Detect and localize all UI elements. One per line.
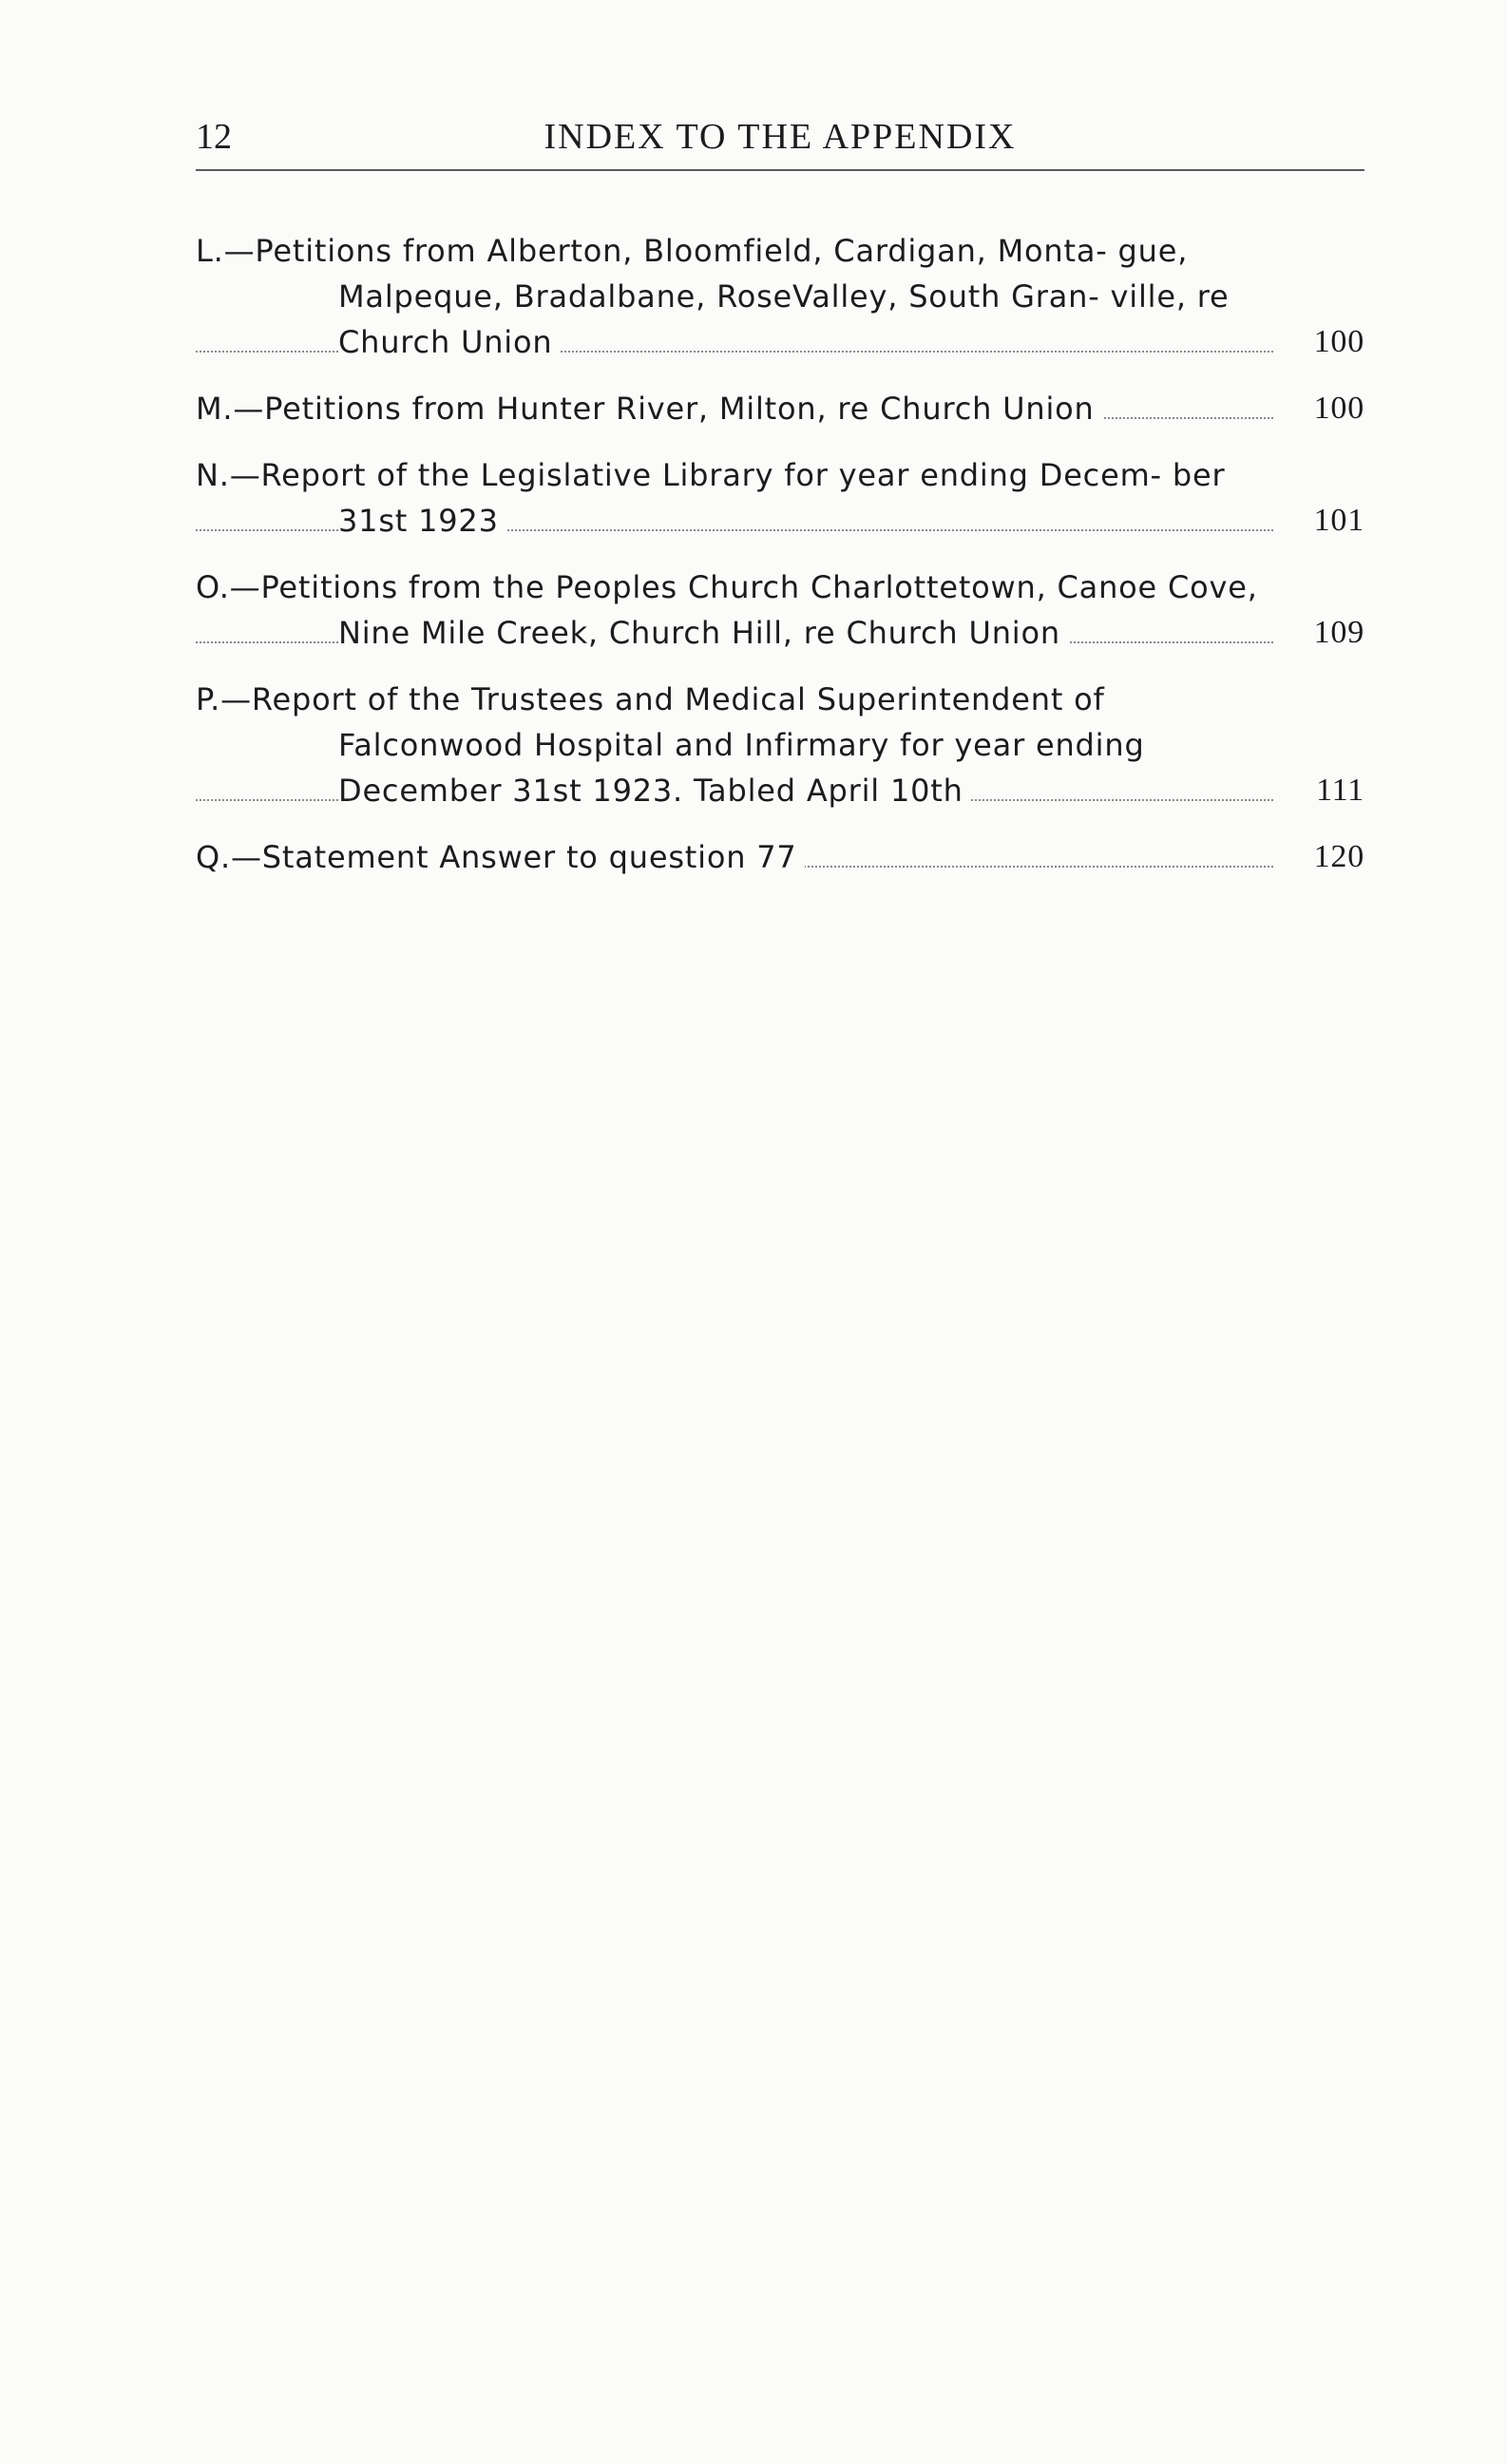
index-entry-m [196, 386, 1364, 431]
index-entry-o [196, 564, 1364, 656]
index-entry-l [196, 228, 1364, 365]
index-entry-n [196, 452, 1364, 544]
entry-page-number: 100 [1313, 391, 1364, 426]
entry-text: M.—Petitions from Hunter River, Milton, re Church Union [196, 391, 1102, 427]
index-list [196, 228, 1364, 901]
entry-text: P.—Report of the Trustees and Medical Superintendent of Falconwood Hospital and Infirmary for year ending December 31st 1923. Tabled April 10th [196, 681, 1145, 809]
entry-text: N.—Report of the Legislative Library for year ending Decem- ber 31st 1923 [196, 457, 1226, 539]
entry-page-number: 101 [1313, 503, 1364, 538]
entry-text: O.—Petitions from the Peoples Church Charlottetown, Canoe Cove, Nine Mile Creek, Church Hill, re Church Union [196, 569, 1258, 651]
entry-page-number: 120 [1313, 839, 1364, 874]
entry-page-number: 109 [1313, 615, 1364, 650]
page-number: 12 [196, 117, 232, 157]
page-header [196, 112, 1364, 171]
running-title: INDEX TO THE APPENDIX [544, 117, 1017, 157]
entry-text: L.—Petitions from Alberton, Bloomfield, Cardigan, Monta- gue, Malpeque, Bradalbane, RoseValley, South Gran- ville, re Church Union [196, 233, 1230, 360]
entry-page-number: 100 [1313, 324, 1364, 359]
index-entry-q [196, 834, 1364, 880]
index-entry-p [196, 677, 1364, 813]
entry-page-number: 111 [1316, 773, 1364, 808]
entry-text: Q.—Statement Answer to question 77 [196, 839, 805, 875]
